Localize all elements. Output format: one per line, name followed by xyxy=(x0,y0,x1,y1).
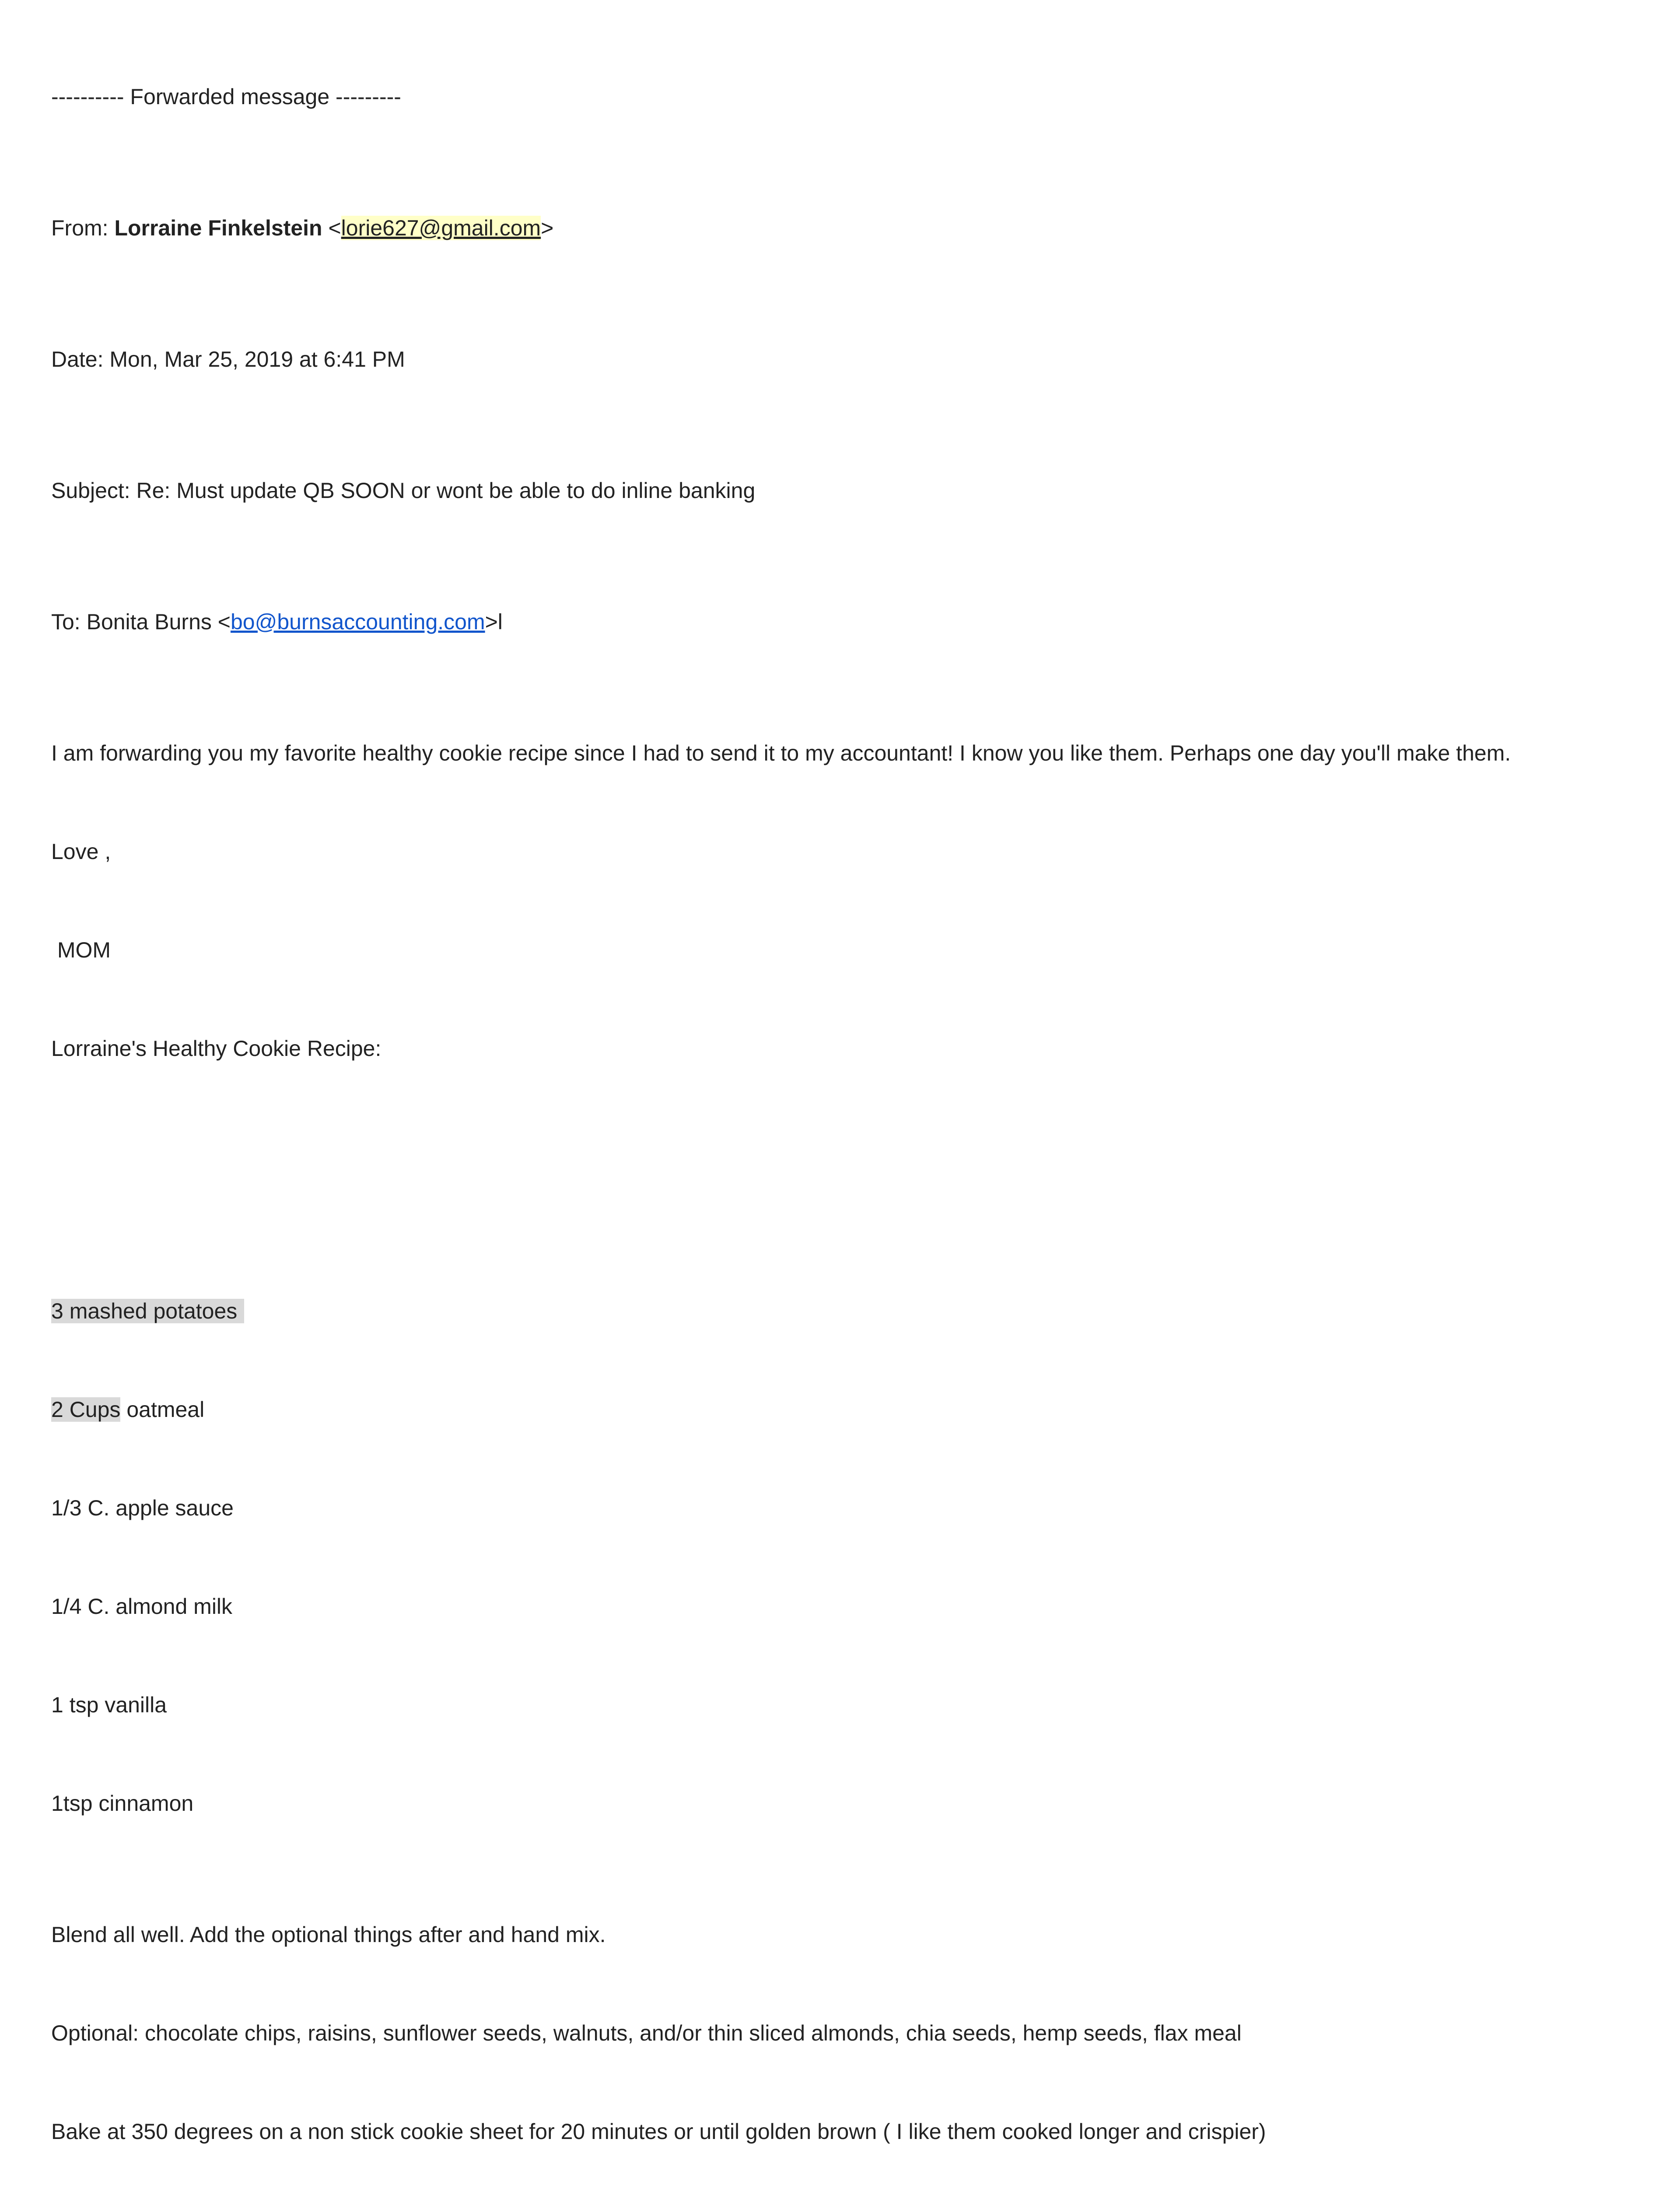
blank-line xyxy=(51,1164,1511,1196)
forwarded-header: ---------- Forwarded message --------- xyxy=(51,84,401,109)
love-text: Love , xyxy=(51,839,111,864)
ingredient-line xyxy=(51,1295,1511,1328)
from-label: From: xyxy=(51,216,115,240)
to-close-bracket: >l xyxy=(485,610,503,634)
ingredient-line: 1/3 C. apple sauce xyxy=(51,1496,234,1520)
selected-text[interactable]: 2 Cups xyxy=(51,1397,121,1422)
from-line xyxy=(51,212,1511,245)
recipient-email-link[interactable]: bo@burnsaccounting.com xyxy=(230,610,485,634)
subject-line: Subject: Re: Must update QB SOON or wont be able to do inline banking xyxy=(51,478,756,503)
signature-text: MOM xyxy=(51,938,111,962)
intro-text: I am forwarding you my favorite healthy cookie recipe since I had to send it to my accountant! I know you like them. Perhaps one day you'll make them. xyxy=(51,741,1511,765)
ingredient-line: 1/4 C. almond milk xyxy=(51,1594,233,1619)
from-open-bracket: < xyxy=(322,216,341,240)
to-label: To: Bonita Burns < xyxy=(51,610,231,634)
instruction-bake: Bake at 350 degrees on a non stick cookie sheet for 20 minutes or until golden brown ( I like them cooked longer and crispier) xyxy=(51,2119,1266,2144)
ingredient-line: 1 tsp vanilla xyxy=(51,1693,167,1717)
from-close-bracket: > xyxy=(541,216,554,240)
ingredient-text: oatmeal xyxy=(120,1397,205,1422)
recipe-title: Lorraine's Healthy Cookie Recipe: xyxy=(51,1036,382,1061)
date-line: Date: Mon, Mar 25, 2019 at 6:41 PM xyxy=(51,347,405,372)
selected-text[interactable]: 3 mashed potatoes xyxy=(51,1299,244,1323)
sender-email-link[interactable]: lorie627@gmail.com xyxy=(341,216,541,240)
ingredient-line: 1tsp cinnamon xyxy=(51,1791,194,1816)
sender-name: Lorraine Finkelstein xyxy=(114,216,322,240)
instruction-optional: Optional: chocolate chips, raisins, sunflower seeds, walnuts, and/or thin sliced almonds, chia seeds, hemp seeds, flax meal xyxy=(51,2021,1242,2045)
instruction-blend: Blend all well. Add the optional things after and hand mix. xyxy=(51,1922,606,1947)
to-line xyxy=(51,606,1511,638)
sender-email-highlight xyxy=(341,216,541,240)
ingredient-line xyxy=(51,1393,1511,1426)
forwarded-message xyxy=(51,15,1511,2188)
